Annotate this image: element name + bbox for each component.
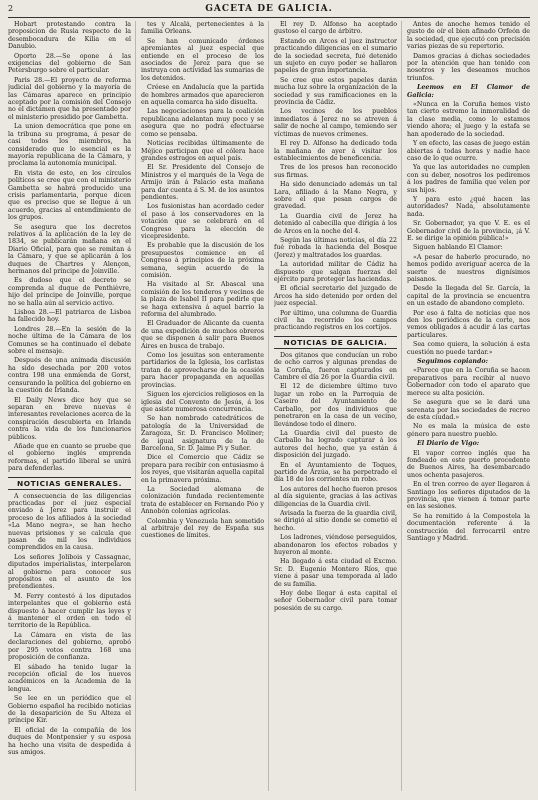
paragraph: Damos gracias á dichas sociedades por la atención que han tenido con nosotros y les deseamos muchos triunfos. — [407, 52, 530, 82]
paragraph: Ya que las autoridades no cumplen con su deber, nosotros los pediremos á los padres de familia que velen por sus hijos. — [407, 164, 530, 194]
paragraph: Créese en Andalucía que la partida de hombres armados que aparecieron en aquella comarca ha sido disuelta. — [141, 84, 264, 107]
paragraph: Como los jesuitas son enteramente partidarios de la Iglesia, los carlistas tratan de aprovecharse de la ocasión para hacer propaganda en aquellas provincias. — [141, 352, 264, 389]
paragraph: La autoridad militar de Cádiz ha dispuesto que salgan fuerzas del ejército para proteger las haciendas. — [274, 261, 397, 283]
subheading: El Diario de Vigo: — [417, 440, 480, 448]
paragraph: Por último, una columna de Guardia civil ha recorrido los campos practicando registros en los cortijos. — [274, 309, 397, 332]
paragraph: Añade que en cuanto se pruebe que el gobierno inglés emprenda reformas, el partido liberal se unirá para defenderlas. — [8, 442, 131, 473]
paragraph: La Guardia civil del puesto de Carballo ha logrado capturar á los autores del hecho, que ya están á disposición del juzgado. — [274, 429, 397, 460]
paragraph: tes y Alcalá, pertenecientes á la familia Orleans. — [141, 21, 264, 36]
paragraph: Noticias recibidas últimamente de Méjico participan que el cólera hace grandes estragos en aquel país. — [141, 140, 264, 162]
paragraph: No es mala la música de este género para nuestro pueblo. — [407, 423, 530, 438]
paragraph: En el tren correo de ayer llegaron á Santiago los señores diputados de la provincia, que vienen á tomar parte en las sesiones. — [407, 481, 530, 511]
masthead-rule — [8, 17, 530, 18]
paragraph: Es probable que la discusión de los presupuestos comience en el Congreso á principios de la próxima semana, según acuerdo de la comisión. — [141, 242, 264, 279]
paragraph: Se han comunicado órdenes apremiantes al juez especial que entiende en el proceso de los asociados de Jerez para que se instruya con actividad las sumarias de los detenidos. — [141, 37, 264, 82]
paragraph: Los fusionistas han acordado ceder el paso á los conservadores en la votación que se celebrará en el Congreso para la elección de vicepresidente. — [141, 203, 264, 240]
paragraph: Se asegura que se le dará una serenata por las sociedades de recreo de esta ciudad.» — [407, 399, 530, 421]
paragraph: «Parece que en la Coruña se hacen preparativos para recibir al nuevo Gobernador con todo el aparato que merece su alta posición. — [407, 367, 530, 397]
paragraph: Siguen los ejercicios religiosos en la iglesia del Convento de Jesús, á los que asiste numerosa concurrencia. — [141, 391, 264, 413]
paragraph: Londres 28.—En la sesión de la noche última de la Cámara de los Comunes se ha continuado el debate sobre el mensaje. — [8, 325, 131, 356]
paragraph: Colombia y Venezuela han sometido al arbitraje del rey de España sus cuestiones de límites. — [141, 517, 264, 540]
paragraph: Estando en Arcos el juez instructor practicando diligencias en el sumario de la sociedad secreta, fué detenido un sujeto en cuyo poder se hallaron papeles de gran importancia. — [274, 37, 397, 75]
paragraph: Se lee en un periódico que el Gobierno español ha recibido noticias de la desaparición de Su Alteza el príncipe Kir. — [8, 695, 131, 725]
paragraph: La union democrática que pone en la tribuna su programa, á pesar de casi todos los miembros, ha considerado que lo esencial es la mayoría republicana de la Cámara, y proclama la autonomía municipal. — [8, 123, 131, 168]
subheading: Seguimos copiando: — [417, 358, 488, 366]
paragraph: Avisada la fuerza de la guardia civil, se dirigió al sitio donde se cometió el hecho. — [274, 509, 397, 532]
paragraph: Y para esto ¿qué hacen las autoridades? Nada, absolutamente nada. — [407, 195, 530, 218]
column-1 — [8, 21, 136, 791]
paragraph: Ha llegado á esta ciudad el Excmo. Sr. D. Eugenio Montero Ríos, que viene á pasar una temporada al lado de su familia. — [274, 558, 397, 588]
paragraph: Sea como quiera, la solución á esta cuestión no puede tardar.» — [407, 341, 530, 356]
paragraph: El oficial de la compañía de los duques de Montpensier y su esposa ha hecho una visita de despedida á sus amigos. — [8, 726, 131, 756]
paragraph: A consecuencia de las diligencias practicadas por el juez especial enviado á Jerez para instruir el proceso de los afiliados á la sociedad «La Mano negra», se han hecho nuevas prisiones y se calcula que pasan de mil los individuos comprendidos en la causa. — [8, 492, 131, 552]
paragraph: «Nunca en la Coruña hemos visto tan cierto estremo la inmoralidad de la clase media, como lo estamos viendo ahora; el juego y la estafa se han apoderado de la sociedad. — [407, 101, 530, 138]
paragraph: Oporto 28.—Se opone á las exigencias del gobierno de San Petersburgo sobre el particular. — [8, 52, 131, 75]
paragraph: El oficial secretario del juzgado de Arcos ha sido detenido por orden del juez especial. — [274, 285, 397, 308]
paragraph: Tres de los presos han reconocido sus firmas. — [274, 164, 397, 179]
column-2 — [141, 21, 269, 791]
paragraph: Los vecinos de los pueblos inmediatos á Jerez no se atreven á salir de noche al campo, temiendo ser víctimas de nuevos crímenes. — [274, 108, 397, 138]
paragraph: Dos gitanos que conducían un robo de ocho carros y algunas prendas de la Coruña, fueron capturados en Cambre el día 26 por la Guardia civil. — [274, 351, 397, 382]
paragraph: Después de una animada discusión ha sido desechada por 200 votos contra 198 una enmienda de Gorst, censurando la política del gobierno en la cuestión de Irlanda. — [8, 357, 131, 395]
paragraph: El Daily News dice hoy que se separan en breve nuevas é interesantes revelaciones acerca de la conspiración descubierta en Irlanda contra la vida de los funcionarios públicos. — [8, 396, 131, 441]
paragraph: Ha sido denunciado además un tal Lara, afiliado á la Mano Negra, y sobre el que pesan cargos de gravedad. — [274, 181, 397, 211]
paragraph: En vista de esto, en los círculos políticos se cree que con el ministerio Gambetta se habrá producido una crisis parlamentaria, porque dicen que es preciso que se llegue á un acuerdo, gracias al entendimiento de los grupos. — [8, 169, 131, 222]
paragraph: La Cámara en vista de las declaraciones del gobierno, aprobó por 295 votos contra 168 una proposición de confianza. — [8, 631, 131, 662]
paragraph: Dice el Comercio que Cádiz se prepara para recibir con entusiasmo á los reyes, que visitarán aquella capital en la primavera próxima. — [141, 454, 265, 484]
paragraph: Lisboa 28.—El patriarca de Lisboa ha fallecido hoy. — [8, 309, 131, 324]
paragraph: Los señores Jolibois y Cassagnac, diputados imperialistas, interpelaron al gobierno para conocer sus propósitos en el asunto de los pretendientes. — [8, 553, 131, 591]
section-heading: NOTICIAS DE GALICIA. — [274, 336, 397, 349]
paragraph: Es dudoso que el decreto se comprenda al duque de Penthièvre, hijo del príncipe de Joinville, porque no se halla aún al servicio activo. — [8, 277, 131, 307]
paragraph: Se ha remitido á la Compostela la documentación referente á la construcción del ferrocarril entre Santiago y Madrid. — [407, 512, 530, 542]
paragraph: Se han nombrado catedráticos de patología de la Universidad de Zaragoza, Sr. D. Francisco Moliner; de igual asignatura de la de Barcelona, Sr. D. Jaime Pi y Suñer. — [141, 415, 264, 452]
column-4 — [407, 21, 530, 791]
paragraph: Hobart protestando contra la proposicion de Rusia respecto de la desembocadura de Kilia en el Danubio. — [8, 21, 131, 51]
column-3 — [274, 21, 402, 791]
paragraph: El vapor correo inglés que ha fondeado en este puerto procedente de Buenos Aires, ha desembarcado unos ochenta pasajeros. — [407, 449, 530, 479]
paragraph: El rey D. Alfonso ha aceptado gustoso el cargo de árbitro. — [274, 21, 397, 36]
subheading: Leemos en El Clamor de Galicia: — [407, 84, 530, 99]
paragraph: Hoy debe llegar á esta capital el señor Gobernador civil para tomar posesión de su cargo. — [274, 590, 397, 612]
masthead-title: GACETA DE GALICIA. — [205, 4, 333, 14]
paragraph: Por eso á falta de noticias que nos den los periódicos de la corte, nos vemos obligados á acudir á las cartas particulares. — [407, 309, 530, 339]
paragraph: Los autores del hecho fueron presos al día siguiente, gracias á las activas diligencias de la Guardia civil. — [274, 485, 397, 508]
paragraph: En el Ayuntamiento de Toques, partido de Arzúa, se ha perpetrado el día 18 de los corrientes un robo. — [274, 461, 397, 484]
paragraph: Y en efecto, las casas de juego están abiertas á todas horas y nadie hace caso de lo que ocurre. — [407, 140, 530, 162]
section-heading: NOTICIAS GENERALES. — [8, 477, 131, 490]
paragraph: El Graduador de Alicante da cuenta de una expedición de muchos obreros que se disponen á salir para Buenos Aires en busca de trabajo. — [141, 320, 264, 350]
article-columns — [8, 21, 530, 791]
paragraph: La Guardia civil de Jerez ha detenido al cabecilla que dirigía á los de Arcos en la noche del 4. — [274, 212, 397, 235]
page-number: 2 — [8, 4, 14, 13]
paragraph: Según las últimas noticias, el día 22 fué robada la hacienda del Bosque (Jerez) y maltratados los guardas. — [274, 236, 397, 259]
paragraph: Paris 28.—El proyecto de reforma judicial del gobierno y la mayoría de las Cámaras aparece en principio aceptado por la comisión del Consejo no el dictámen que ha presentado por el ministerio presidido por Gambetta. — [8, 76, 131, 121]
paragraph: Los ladrones, viéndose perseguidos, abandonaron los efectos robados y huyeron al monte. — [274, 534, 397, 556]
paragraph: Sr. Gobernador, ya que V. E. es el Gobernador civil de la provincia, ¡á V. E. se dirige la opinión pública!» — [407, 220, 530, 242]
paragraph: Ha visitado al Sr. Abascal una comisión de los tenderos y vecinos de la plaza de Isabel II para pedirle que se haga extensiva á aquel barrio la reforma del alumbrado. — [141, 281, 264, 319]
paragraph: Antes de anoche hemos tenido el gusto de oír el bien afinado Orfeón de la sociedad, que ejecutó con precisión varias piezas de su repertorio. — [407, 21, 530, 51]
paragraph: Siguen hablando El Clamor: — [413, 244, 503, 252]
paragraph: Desde la llegada del Sr. García, la capital de la provincia se encuentra en un estado de abandono completo. — [407, 285, 530, 308]
paragraph: Se asegura que los decretos relativos á la aplicación de la ley de 1834, se publicarán mañana en el Diario Oficial, para que se remitan á la Cámara, y que se aplicarán á los duques de Chartres y Alençon, hermanos del príncipe de Joinville. — [8, 223, 131, 275]
paragraph: La Sociedad alemana de colonización fundada recientemente trata de establecer en Fernando Póo y Annobón colonias agrícolas. — [141, 485, 264, 516]
paragraph: El rey D. Alfonso ha dedicado toda la mañana de ayer á visitar los establecimientos de beneficencia. — [274, 140, 397, 162]
paragraph: «A pesar de haberlo procurado, no hemos podido averiguar acerca de la suerte de nuestros dignísimos paisanos. — [407, 253, 530, 283]
paragraph: El 12 de diciembre último tuvo lugar un robo en la Parroquia de Caseiro del Ayuntamiento de Carballo, por dos individuos que penetraron en la casa de un vecino, llevándose todo el dinero. — [274, 383, 397, 428]
paragraph: El Sr. Presidente del Consejo de Ministros y el marqués de la Vega de Armijo irán á Palacio esta mañana para dar cuenta á S. M. de los asuntos pendientes. — [141, 164, 264, 201]
paragraph: Las negociaciones para la coalición republicana adelantan muy poco y se asegura que no podrá efectuarse como se pensaba. — [141, 108, 264, 138]
paragraph: M. Ferry contestó á los diputados interpelantes que el gobierno está dispuesto á hacer cumplir las leyes y á mantener el orden en todo el territorio de la República. — [8, 592, 131, 630]
paragraph: Se cree que estos papeles darán mucha luz sobre la organización de la sociedad y sus ramificaciones en la provincia de Cádiz. — [274, 76, 397, 107]
paragraph: El sábado ha tenido lugar la recepción oficial de los nuevos académicos en la Academia de la lengua. — [8, 663, 131, 693]
